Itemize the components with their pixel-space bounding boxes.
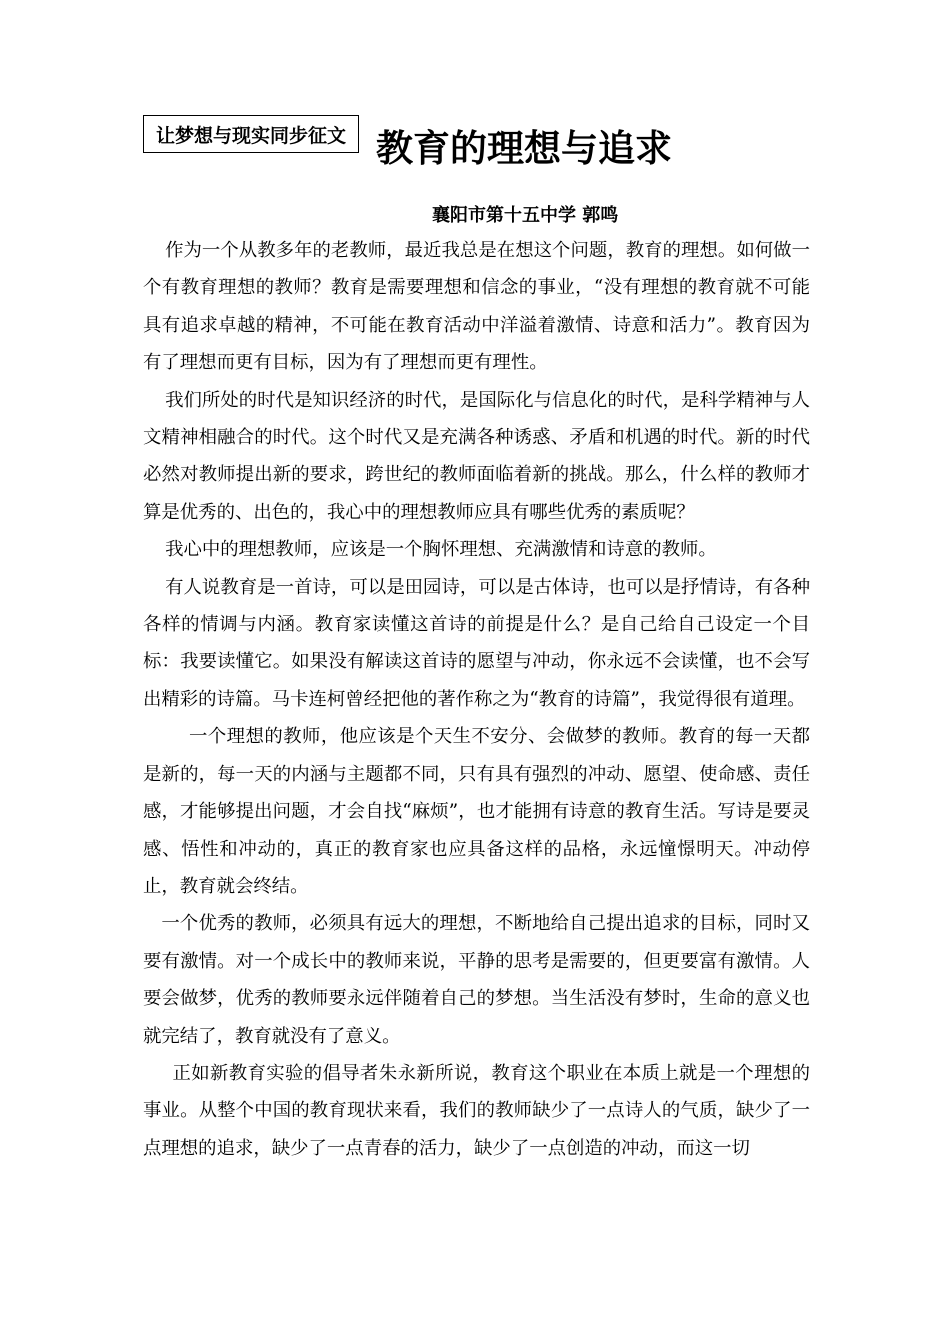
paragraph: 正如新教育实验的倡导者朱永新所说，教育这个职业在本质上就是一个理想的事业。从整个中国的教育现状来看，我们的教师缺少了一点诗人的气质，缺少了一点理想的追求，缺少了一点青春的活力，缺少了一点创造的冲动，而这一切 (143, 1062, 810, 1159)
paragraph: 作为一个从教多年的老教师，最近我总是在想这个问题，教育的理想。如何做一个有教育理想的教师？教育是需要理想和信念的事业，“没有理想的教育就不可能具有追求卓越的精神，不可能在教育活动中洋溢着激情、诗意和活力”。教育因为有了理想而更有目标，因为有了理想而更有理性。 (143, 240, 810, 374)
paragraph: 一个理想的教师，他应该是个天生不安分、会做梦的教师。教育的每一天都是新的，每一天的内涵与主题都不同，只有具有强烈的冲动、愿望、使命感、责任感，才能够提出问题，才会自找“麻烦”，也才能拥有诗意的教育生活。写诗是要灵感、悟性和冲动的，真正的教育家也应具备这样的品格，永远憧憬明天。冲动停止，教育就会终结。 (143, 726, 810, 897)
paragraph: 有人说教育是一首诗，可以是田园诗，可以是古体诗，也可以是抒情诗，有各种各样的情调与内涵。教育家读懂这首诗的前提是什么？是自己给自己设定一个目标：我要读懂它。如果没有解读这首诗的愿望与冲动，你永远不会读懂，也不会写出精彩的诗篇。马卡连柯曾经把他的著作称之为“教育的诗篇”，我觉得很有道理。 (143, 576, 810, 710)
column-tag (143, 115, 359, 153)
paragraph: 我心中的理想教师，应该是一个胸怀理想、充满激情和诗意的教师。 (165, 539, 717, 561)
paragraph: 一个优秀的教师，必须具有远大的理想，不断地给自己提出追求的目标，同时又要有激情。对一个成长中的教师来说，平静的思考是需要的，但更要富有激情。人要会做梦，优秀的教师要永远伴随着自己的梦想。当生活没有梦时，生命的意义也就完结了，教育就没有了意义。 (143, 913, 810, 1047)
column-tag-label: 让梦想与现实同步征文 (155, 124, 346, 147)
author-line: 襄阳市第十五中学 郭鸣 (432, 205, 619, 226)
article-title: 教育的理想与追求 (376, 126, 672, 170)
article-body (143, 232, 810, 1167)
paragraph: 我们所处的时代是知识经济的时代，是国际化与信息化的时代，是科学精神与人文精神相融合的时代。这个时代又是充满各种诱惑、矛盾和机遇的时代。新的时代必然对教师提出新的要求，跨世纪的教师面临着新的挑战。那么，什么样的教师才算是优秀的、出色的，我心中的理想教师应具有哪些优秀的素质呢？ (143, 389, 810, 523)
